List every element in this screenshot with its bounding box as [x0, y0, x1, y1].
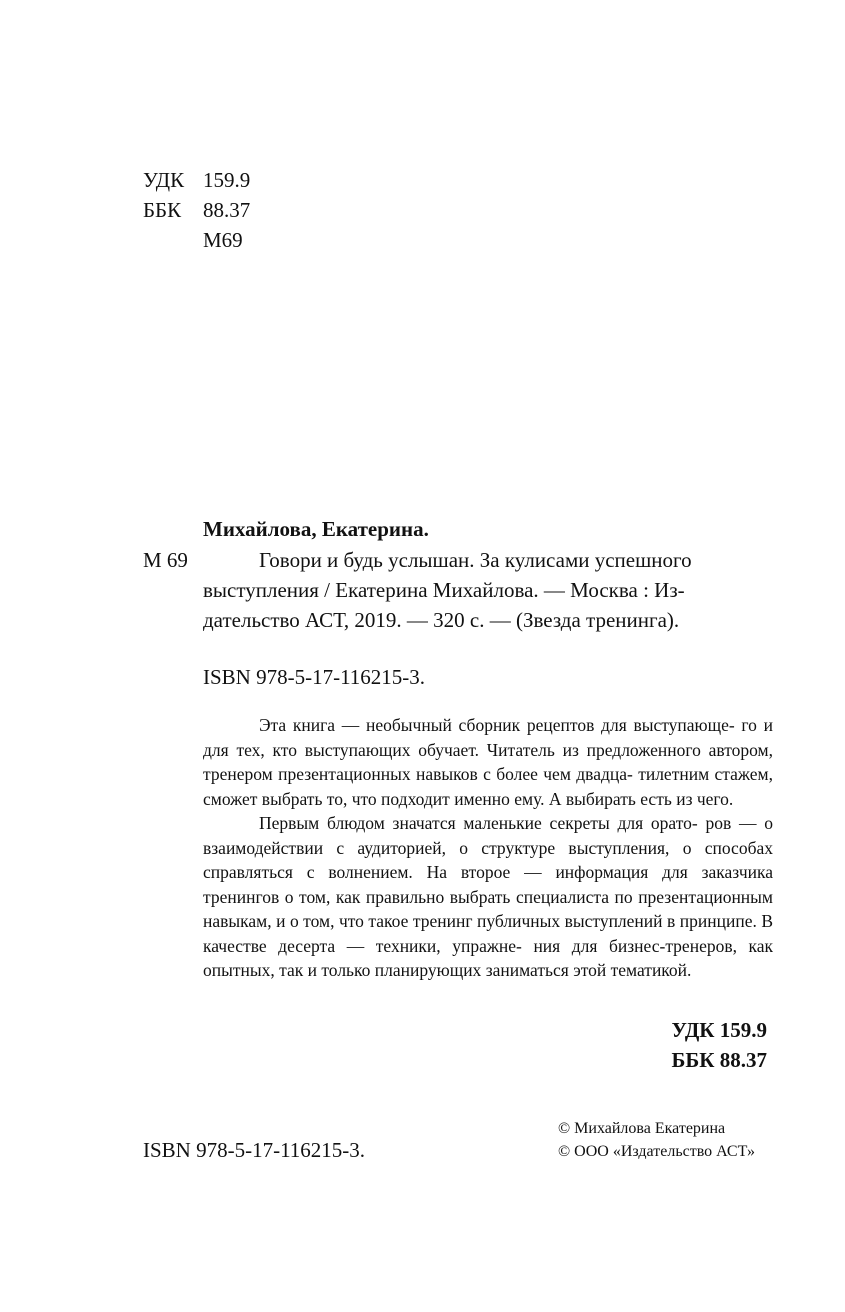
- final-bbk: ББК 88.37: [671, 1048, 767, 1072]
- udk-label: УДК: [143, 168, 185, 192]
- final-udk: УДК 159.9: [671, 1018, 767, 1042]
- footer-isbn: ISBN 978-5-17-116215-3.: [143, 1138, 366, 1162]
- bbk-label: ББК: [143, 198, 182, 222]
- annotation-line: ния для бизнес-тренеров, как опытных, так и только планирующих: [203, 935, 774, 980]
- annotation-line: А выбирать есть из чего.: [548, 788, 734, 809]
- annotation-line: заказчика тренингов о том, как правильно выбрать специалиста по: [203, 862, 774, 907]
- annotation: [203, 713, 773, 983]
- author-heading: Михайлова, Екатерина.: [203, 517, 429, 541]
- copyright-author: © Михайлова Екатерина: [558, 1120, 726, 1137]
- record-isbn: ISBN 978-5-17-116215-3.: [203, 665, 426, 689]
- annotation-paragraph-2: [203, 811, 773, 983]
- biblio-line: выступления / Екатерина Михайлова. — Москва : Из-: [203, 578, 685, 602]
- annotation-line: презентационным навыкам, и о том, что такое тренинг публичных: [203, 886, 774, 931]
- annotation-line: автором, тренером презентационных навыков с более чем двадца-: [203, 739, 773, 784]
- author-mark: М69: [203, 228, 243, 252]
- udk-value: 159.9: [203, 168, 251, 192]
- annotation-paragraph-1: [203, 713, 773, 811]
- biblio-line: Говори и будь услышан. За кулисами успешного: [259, 548, 692, 572]
- annotation-line: ров — о взаимодействии с аудиторией, о структуре выступления, о: [203, 813, 774, 858]
- copyright-publisher: © ООО «Издательство АСТ»: [558, 1143, 755, 1160]
- annotation-line: тилетним стажем, сможет выбрать то, что подходит именно ему.: [203, 764, 773, 809]
- annotation-line: заниматься этой тематикой.: [485, 960, 692, 980]
- bbk-value: 88.37: [203, 198, 251, 222]
- annotation-line: го и для тех, кто выступающих обучает. Читатель из предложенного: [203, 715, 773, 760]
- annotation-line: способах справляться с волнением. На второе — информация для: [203, 837, 773, 882]
- bibliographic-description: [203, 545, 773, 635]
- biblio-line: дательство АСТ, 2019. — 320 с. — (Звезда тренинга).: [203, 608, 680, 632]
- annotation-line: выступлений в принципе. В качестве десерта — техники, упражне-: [203, 911, 773, 956]
- annotation-line: Первым блюдом значатся маленькие секреты для орато-: [259, 813, 698, 833]
- annotation-line: Эта книга — необычный сборник рецептов для выступающе-: [259, 715, 735, 735]
- author-code: М 69: [143, 548, 188, 572]
